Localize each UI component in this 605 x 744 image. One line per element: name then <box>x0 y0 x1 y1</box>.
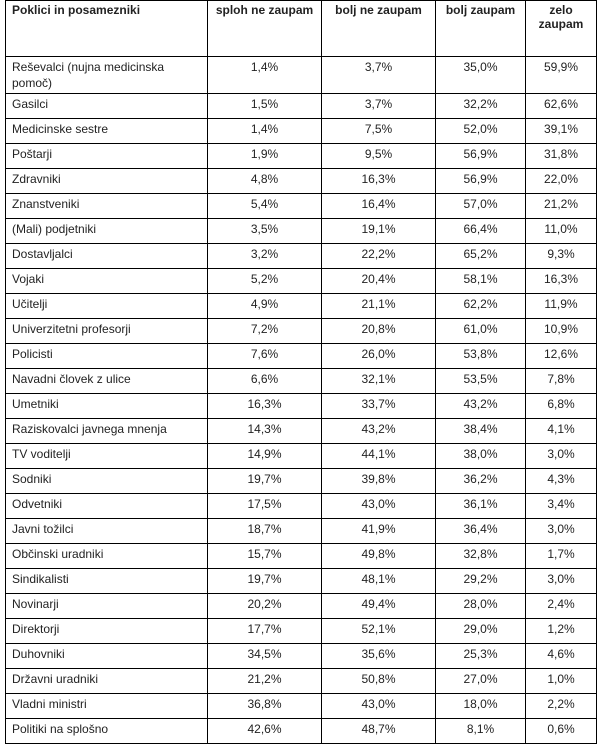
rather-not-cell: 33,7% <box>322 394 436 419</box>
not-at-all-cell: 14,9% <box>208 444 322 469</box>
rather-trust-cell: 36,1% <box>436 494 526 519</box>
very-trust-cell: 9,3% <box>526 244 597 269</box>
profession-cell: Javni tožilci <box>6 519 208 544</box>
table-row <box>6 719 597 744</box>
profession-cell: Navadni človek z ulice <box>6 369 208 394</box>
very-trust-cell: 6,8% <box>526 394 597 419</box>
table-row <box>6 169 597 194</box>
table-row <box>6 294 597 319</box>
table-row <box>6 319 597 344</box>
not-at-all-cell: 36,8% <box>208 694 322 719</box>
rather-trust-cell: 56,9% <box>436 144 526 169</box>
very-trust-cell: 1,0% <box>526 669 597 694</box>
table-row <box>6 669 597 694</box>
not-at-all-cell: 15,7% <box>208 544 322 569</box>
table-row <box>6 269 597 294</box>
rather-not-cell: 52,1% <box>322 619 436 644</box>
rather-not-cell: 43,0% <box>322 494 436 519</box>
rather-trust-cell: 52,0% <box>436 119 526 144</box>
profession-cell: (Mali) podjetniki <box>6 219 208 244</box>
table-row <box>6 219 597 244</box>
rather-not-cell: 7,5% <box>322 119 436 144</box>
very-trust-cell: 62,6% <box>526 94 597 119</box>
profession-cell: Zdravniki <box>6 169 208 194</box>
rather-not-cell: 48,1% <box>322 569 436 594</box>
not-at-all-cell: 6,6% <box>208 369 322 394</box>
not-at-all-cell: 1,4% <box>208 57 322 94</box>
rather-not-cell: 35,6% <box>322 644 436 669</box>
table-row <box>6 469 597 494</box>
rather-trust-cell: 43,2% <box>436 394 526 419</box>
very-trust-cell: 10,9% <box>526 319 597 344</box>
table-row <box>6 494 597 519</box>
not-at-all-cell: 19,7% <box>208 469 322 494</box>
very-trust-cell: 31,8% <box>526 144 597 169</box>
rather-trust-cell: 27,0% <box>436 669 526 694</box>
rather-not-cell: 41,9% <box>322 519 436 544</box>
not-at-all-cell: 7,6% <box>208 344 322 369</box>
rather-trust-cell: 25,3% <box>436 644 526 669</box>
profession-cell: Medicinske sestre <box>6 119 208 144</box>
very-trust-cell: 4,3% <box>526 469 597 494</box>
rather-trust-cell: 65,2% <box>436 244 526 269</box>
header-profession: Poklici in posamezniki <box>6 1 208 57</box>
table-row <box>6 57 597 94</box>
profession-cell: Sindikalisti <box>6 569 208 594</box>
very-trust-cell: 22,0% <box>526 169 597 194</box>
not-at-all-cell: 3,5% <box>208 219 322 244</box>
profession-cell: Znanstveniki <box>6 194 208 219</box>
table-row <box>6 519 597 544</box>
rather-trust-cell: 28,0% <box>436 594 526 619</box>
table-row <box>6 694 597 719</box>
not-at-all-cell: 1,4% <box>208 119 322 144</box>
profession-cell: Umetniki <box>6 394 208 419</box>
very-trust-cell: 7,8% <box>526 369 597 394</box>
not-at-all-cell: 17,7% <box>208 619 322 644</box>
profession-cell: Učitelji <box>6 294 208 319</box>
rather-trust-cell: 66,4% <box>436 219 526 244</box>
profession-cell: Sodniki <box>6 469 208 494</box>
rather-trust-cell: 18,0% <box>436 694 526 719</box>
header-row <box>6 1 597 57</box>
not-at-all-cell: 4,8% <box>208 169 322 194</box>
rather-trust-cell: 38,4% <box>436 419 526 444</box>
not-at-all-cell: 5,2% <box>208 269 322 294</box>
rather-trust-cell: 32,8% <box>436 544 526 569</box>
table-row <box>6 419 597 444</box>
rather-not-cell: 9,5% <box>322 144 436 169</box>
profession-cell: Odvetniki <box>6 494 208 519</box>
profession-cell: Reševalci (nujna medicinska pomoč) <box>6 57 208 94</box>
table-row <box>6 544 597 569</box>
table-row <box>6 344 597 369</box>
rather-trust-cell: 56,9% <box>436 169 526 194</box>
table-row <box>6 144 597 169</box>
rather-trust-cell: 29,2% <box>436 569 526 594</box>
not-at-all-cell: 17,5% <box>208 494 322 519</box>
table-row <box>6 369 597 394</box>
profession-cell: Novinarji <box>6 594 208 619</box>
rather-trust-cell: 57,0% <box>436 194 526 219</box>
rather-not-cell: 22,2% <box>322 244 436 269</box>
profession-cell: Vojaki <box>6 269 208 294</box>
table-row <box>6 444 597 469</box>
not-at-all-cell: 42,6% <box>208 719 322 744</box>
table-row <box>6 194 597 219</box>
not-at-all-cell: 4,9% <box>208 294 322 319</box>
header-rather-trust: bolj zaupam <box>436 1 526 57</box>
rather-not-cell: 49,4% <box>322 594 436 619</box>
very-trust-cell: 39,1% <box>526 119 597 144</box>
table-row <box>6 244 597 269</box>
rather-trust-cell: 36,4% <box>436 519 526 544</box>
not-at-all-cell: 1,5% <box>208 94 322 119</box>
not-at-all-cell: 18,7% <box>208 519 322 544</box>
rather-not-cell: 3,7% <box>322 57 436 94</box>
rather-not-cell: 44,1% <box>322 444 436 469</box>
profession-cell: Univerzitetni profesorji <box>6 319 208 344</box>
not-at-all-cell: 34,5% <box>208 644 322 669</box>
profession-cell: Direktorji <box>6 619 208 644</box>
profession-cell: Raziskovalci javnega mnenja <box>6 419 208 444</box>
header-very-trust: zelo zaupam <box>526 1 597 57</box>
rather-trust-cell: 32,2% <box>436 94 526 119</box>
table-row <box>6 594 597 619</box>
rather-not-cell: 50,8% <box>322 669 436 694</box>
very-trust-cell: 4,1% <box>526 419 597 444</box>
rather-trust-cell: 35,0% <box>436 57 526 94</box>
header-rather-not: bolj ne zaupam <box>322 1 436 57</box>
very-trust-cell: 0,6% <box>526 719 597 744</box>
profession-cell: Politiki na splošno <box>6 719 208 744</box>
rather-trust-cell: 53,8% <box>436 344 526 369</box>
very-trust-cell: 3,0% <box>526 444 597 469</box>
rather-not-cell: 19,1% <box>322 219 436 244</box>
rather-not-cell: 20,8% <box>322 319 436 344</box>
profession-cell: Dostavljalci <box>6 244 208 269</box>
very-trust-cell: 1,7% <box>526 544 597 569</box>
rather-not-cell: 39,8% <box>322 469 436 494</box>
very-trust-cell: 3,4% <box>526 494 597 519</box>
very-trust-cell: 1,2% <box>526 619 597 644</box>
very-trust-cell: 3,0% <box>526 569 597 594</box>
table-row <box>6 644 597 669</box>
table-row <box>6 569 597 594</box>
not-at-all-cell: 5,4% <box>208 194 322 219</box>
rather-trust-cell: 38,0% <box>436 444 526 469</box>
very-trust-cell: 2,2% <box>526 694 597 719</box>
profession-cell: Občinski uradniki <box>6 544 208 569</box>
not-at-all-cell: 16,3% <box>208 394 322 419</box>
rather-not-cell: 16,4% <box>322 194 436 219</box>
rather-trust-cell: 58,1% <box>436 269 526 294</box>
not-at-all-cell: 14,3% <box>208 419 322 444</box>
not-at-all-cell: 3,2% <box>208 244 322 269</box>
rather-trust-cell: 53,5% <box>436 369 526 394</box>
rather-not-cell: 16,3% <box>322 169 436 194</box>
very-trust-cell: 4,6% <box>526 644 597 669</box>
profession-cell: Državni uradniki <box>6 669 208 694</box>
very-trust-cell: 21,2% <box>526 194 597 219</box>
rather-not-cell: 48,7% <box>322 719 436 744</box>
not-at-all-cell: 7,2% <box>208 319 322 344</box>
very-trust-cell: 12,6% <box>526 344 597 369</box>
very-trust-cell: 16,3% <box>526 269 597 294</box>
not-at-all-cell: 1,9% <box>208 144 322 169</box>
not-at-all-cell: 20,2% <box>208 594 322 619</box>
profession-cell: Duhovniki <box>6 644 208 669</box>
table-row <box>6 119 597 144</box>
very-trust-cell: 3,0% <box>526 519 597 544</box>
rather-trust-cell: 62,2% <box>436 294 526 319</box>
profession-cell: Policisti <box>6 344 208 369</box>
rather-not-cell: 43,0% <box>322 694 436 719</box>
profession-cell: Poštarji <box>6 144 208 169</box>
rather-not-cell: 3,7% <box>322 94 436 119</box>
very-trust-cell: 11,0% <box>526 219 597 244</box>
rather-not-cell: 21,1% <box>322 294 436 319</box>
rather-not-cell: 20,4% <box>322 269 436 294</box>
not-at-all-cell: 19,7% <box>208 569 322 594</box>
very-trust-cell: 59,9% <box>526 57 597 94</box>
header-not-at-all: sploh ne zaupam <box>208 1 322 57</box>
profession-cell: TV voditelji <box>6 444 208 469</box>
profession-cell: Vladni ministri <box>6 694 208 719</box>
trust-table <box>5 0 597 744</box>
table-body <box>6 57 597 744</box>
profession-cell: Gasilci <box>6 94 208 119</box>
table-row <box>6 619 597 644</box>
rather-not-cell: 43,2% <box>322 419 436 444</box>
rather-trust-cell: 61,0% <box>436 319 526 344</box>
table-row <box>6 394 597 419</box>
rather-not-cell: 32,1% <box>322 369 436 394</box>
rather-trust-cell: 36,2% <box>436 469 526 494</box>
very-trust-cell: 11,9% <box>526 294 597 319</box>
table-row <box>6 94 597 119</box>
very-trust-cell: 2,4% <box>526 594 597 619</box>
rather-not-cell: 49,8% <box>322 544 436 569</box>
rather-trust-cell: 29,0% <box>436 619 526 644</box>
not-at-all-cell: 21,2% <box>208 669 322 694</box>
rather-trust-cell: 8,1% <box>436 719 526 744</box>
rather-not-cell: 26,0% <box>322 344 436 369</box>
